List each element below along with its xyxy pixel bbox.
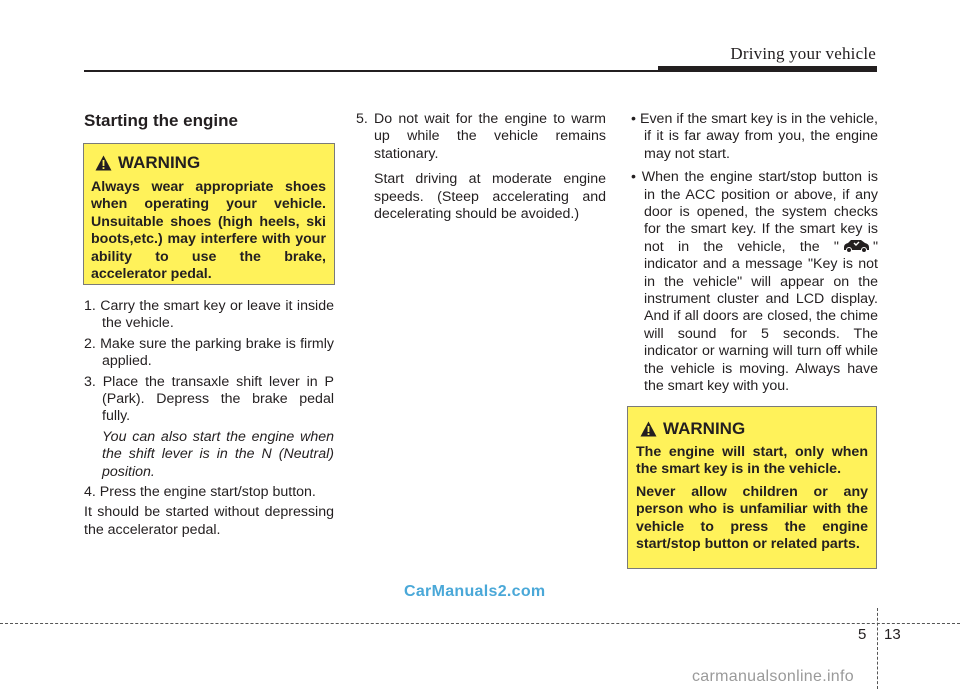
warning-text-2: Never allow children or any person who is unfamiliar with the vehicle to press the engine start/stop button or related parts.	[636, 483, 868, 553]
bullet-key-far-away-text: Even if the smart key is in the vehicle, if it is far away from you, the engine may not start.	[640, 111, 878, 162]
page-number: 13	[884, 626, 901, 643]
bullet-dot: •	[631, 169, 642, 186]
middle-column-body	[356, 111, 606, 223]
page-number-divider	[877, 608, 878, 689]
chapter-number: 5	[858, 626, 867, 643]
bullet-key-far-away	[626, 111, 878, 163]
warning-triangle-icon	[95, 155, 112, 171]
page-heading: Starting the engine	[84, 111, 238, 130]
section-title: Driving your vehicle	[730, 44, 876, 63]
watermark-link[interactable]: CarManuals2.com	[404, 583, 546, 600]
warning-header	[640, 419, 868, 439]
left-column-body	[84, 298, 334, 539]
warning-title: WARNING	[118, 153, 201, 172]
step-2: 2. Make sure the parking brake is firmly applied.	[84, 335, 334, 370]
step-5: 5. Do not wait for the engine to warm up while the vehicle remains stationary.	[356, 111, 606, 162]
closing-note: It should be started without depressing the accelerator pedal.	[84, 504, 334, 538]
step-5-detail: Start driving at moderate engine speeds. (Steep accelerating and decelerating should be avoided.)	[374, 171, 606, 223]
warning-title: WARNING	[663, 419, 746, 438]
key-not-in-vehicle-indicator-icon	[841, 239, 871, 253]
header-rule-accent	[658, 66, 877, 72]
step-4: 4. Press the engine start/stop button.	[84, 484, 316, 501]
step-3: 3. Place the transaxle shift lever in P (Park). Depress the brake pedal fully.	[84, 373, 334, 425]
bullet-smart-key-check	[626, 169, 878, 395]
footer-divider	[0, 623, 960, 624]
header-rule	[84, 70, 662, 72]
warning-text: Always wear appropriate shoes when operating your vehicle. Unsuitable shoes (high heels, ski boots,etc.) may interfere with your ability to use the brake, accelerator pedal.	[91, 179, 326, 283]
warning-header	[95, 153, 326, 173]
warning-box-shoes	[83, 143, 335, 285]
right-column-body	[626, 111, 878, 396]
bullet-smart-key-text-a: When the engine start/stop button is in the ACC position or above, if any door is opened, the system checks for the smart key. If the smart key is not in the vehicle, the "	[641, 169, 878, 255]
warning-box-smart-key	[627, 406, 877, 569]
warning-text-1: The engine will start, only when the smart key is in the vehicle.	[636, 444, 868, 478]
site-watermark: carmanualsonline.info	[692, 668, 854, 685]
bullet-smart-key-text-b: " indicator and a message "Key is not in the vehicle" will appear on the instrument cluster and LCD display. And if all doors are closed, the chime will sound for 5 seconds. The indicator or warning will turn off while the vehicle is moving. Always have the smart key with you.	[644, 238, 878, 395]
step-1: 1. Carry the smart key or leave it inside the vehicle.	[84, 298, 334, 332]
step-3-note: You can also start the engine when the shift lever is in the N (Neutral) position.	[102, 428, 334, 480]
bullet-dot: •	[631, 111, 640, 127]
warning-triangle-icon	[640, 421, 657, 437]
